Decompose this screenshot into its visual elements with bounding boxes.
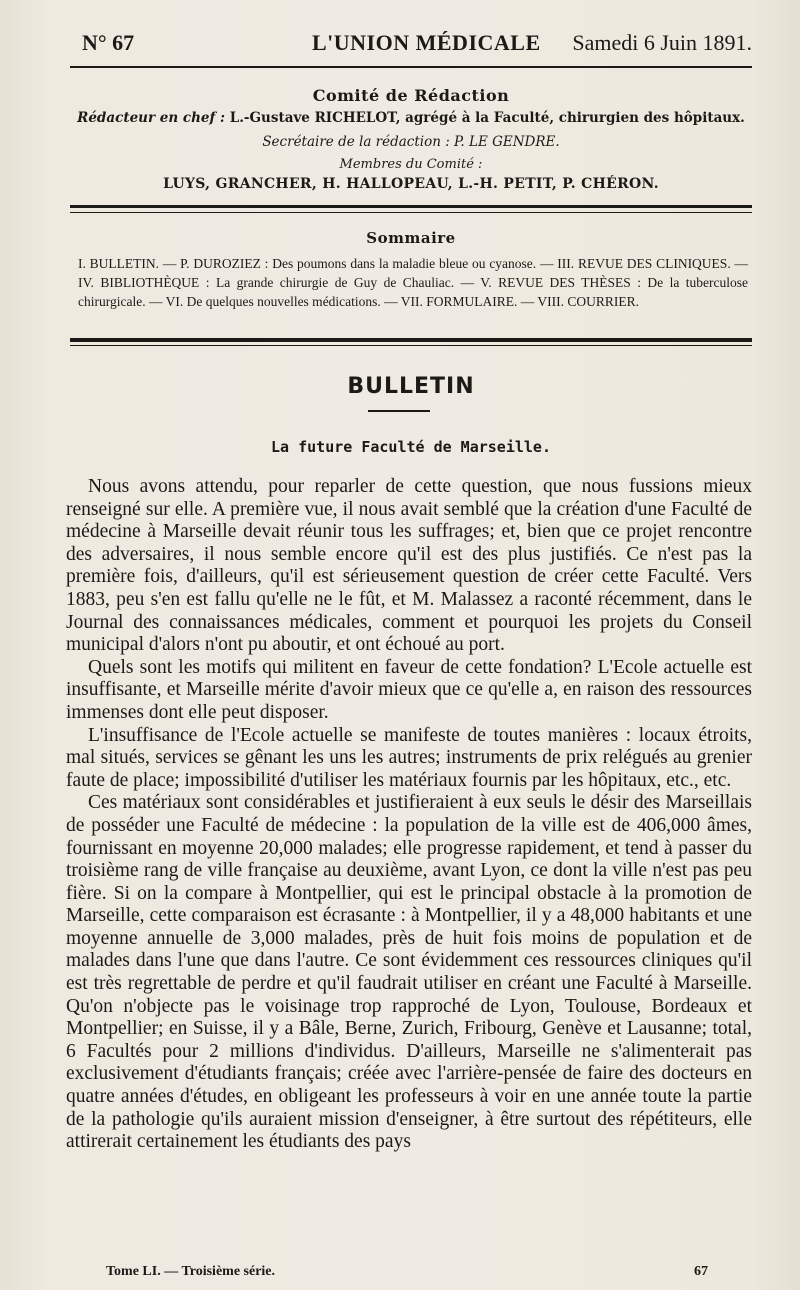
journal-title: L'UNION MÉDICALE: [312, 30, 541, 55]
comite-rule-thin: [70, 212, 752, 213]
secretaire-text: Secrétaire de la rédaction : P. LE GENDRE.: [262, 134, 560, 150]
sommaire-title: Sommaire: [366, 229, 456, 247]
membres-names: LUYS, GRANCHER, H. HALLOPEAU, L.-H. PETIT, P. CHÉRON.: [163, 176, 659, 192]
paragraph-2: Quels sont les motifs qui militent en faveur de cette fondation? L'Ecole actuelle est insuffisante, et Marseille mérite d'avoir mieux que ce qu'elle a, en raison des ressources immenses dont elle peut disposer.: [66, 656, 752, 723]
comite-rule-thick: [70, 205, 752, 208]
tome-series: Tome LI. — Troisième série.: [106, 1264, 276, 1279]
sommaire-text: I. BULLETIN. — P. DUROZIEZ : Des poumons dans la maladie bleue ou cyanose. — III. REVUE DES CLINIQUES. — IV. BIBLIOTHÈQUE : La grande chirurgie de Guy de Chauliac. — V. REVUE DES THÈSES : De la tuberculose chirurgicale. — VI. De quelques nouvelles médications. — VII. FORMULAIRE. — VIII. COURRIER.: [78, 256, 748, 309]
redacteur-label: Rédacteur en chef :: [77, 110, 226, 126]
issue-number: N° 67: [82, 30, 135, 55]
comite-title: Comité de Rédaction: [312, 86, 510, 105]
sommaire-rule-thin: [70, 345, 752, 346]
paragraph-1: Nous avons attendu, pour reparler de cette question, que nous fussions mieux renseigné sur elle. A première vue, il nous avait semblé que la création d'une Faculté de médecine à Marseille devait réunir tous les suffrages; et, bien que ce projet rencontre des adversaires, il nous semble encore qu'il est des plus justifiés. Ce n'est pas la première fois, d'ailleurs, qu'il est sérieusement question de créer cette Faculté. Vers 1883, peu s'en est fallu qu'elle ne le fût, et M. Malassez a raconté récemment, dans le Journal des connaissances médicales, comment et pourquoi les projets du Conseil municipal d'alors n'ont pu aboutir, et ont échoué au port.: [66, 476, 752, 656]
redacteur-name: L.-Gustave RICHELOT, agrégé à la Faculté, chirurgien des hôpitaux.: [229, 110, 745, 126]
bulletin-title: BULLETIN: [347, 374, 475, 399]
running-header: [82, 22, 752, 62]
page-footer: [106, 1264, 708, 1280]
paragraph-4: Ces matériaux sont considérables et justifieraient à eux seuls le désir des Marseillais de posséder une Faculté de médecine : la population de la ville est de 406,000 âmes, fournissant en moyenne 20,000 malades; elle progresse rapidement, et tend à passer du troisième rang de ville française au deuxième, avant Lyon, ce dont la ville n'est pas peu fière. Si on la compare à Montpellier, qui est le principal obstacle à la promotion de Marseille, cette comparaison est écrasante : à Montpellier, il y a 48,000 habitants et une moyenne annuelle de 3,000 malades, près de huit fois moins de population et de malades dans l'une que dans l'autre. Ce sont évidemment ces ressources cliniques qu'il est très regrettable de perdre et qu'il faudrait utiliser en créant une Faculté à Marseille. Qu'on n'objecte pas le voisinage trop rapproché de Lyon, Toulouse, Bordeaux et Montpellier; en Suisse, il y a Bâle, Berne, Zurich, Fribourg, Genève et Lausanne; total, 6 Facultés pour 2 millions d'individus. D'ailleurs, Marseille ne s'alimenterait pas exclusivement d'étudiants français; créée avec l'arrière-pensée de faire des docteurs en quatre années d'études, en obligeant les professeurs à voir en une année toute la partie de la pathologie qu'ils auraient mission d'enseigner, à être surtout des répétiteurs, elle attirerait certainement les étudiants des pays: [66, 792, 752, 1153]
sommaire-rule-thick: [70, 338, 752, 342]
secretaire-line: [70, 134, 752, 150]
header-rule: [70, 66, 752, 68]
page-number: 67: [694, 1264, 708, 1279]
article-body: [66, 476, 752, 1154]
bulletin-underline: [368, 410, 430, 412]
paragraph-3: L'insuffisance de l'Ecole actuelle se manifeste de toutes manières : locaux étroits, mal situés, services se gênant les uns les autres; instruments de prix relégués au grenier faute de place; impossibilité d'utiliser les matériaux fournis par les hôpitaux, etc., etc.: [66, 724, 752, 791]
redacteur-line: [70, 110, 752, 126]
article-subtitle: La future Faculté de Marseille.: [271, 438, 551, 456]
issue-date: Samedi 6 Juin 1891.: [572, 30, 752, 55]
membres-label: Membres du Comité :: [339, 157, 483, 172]
